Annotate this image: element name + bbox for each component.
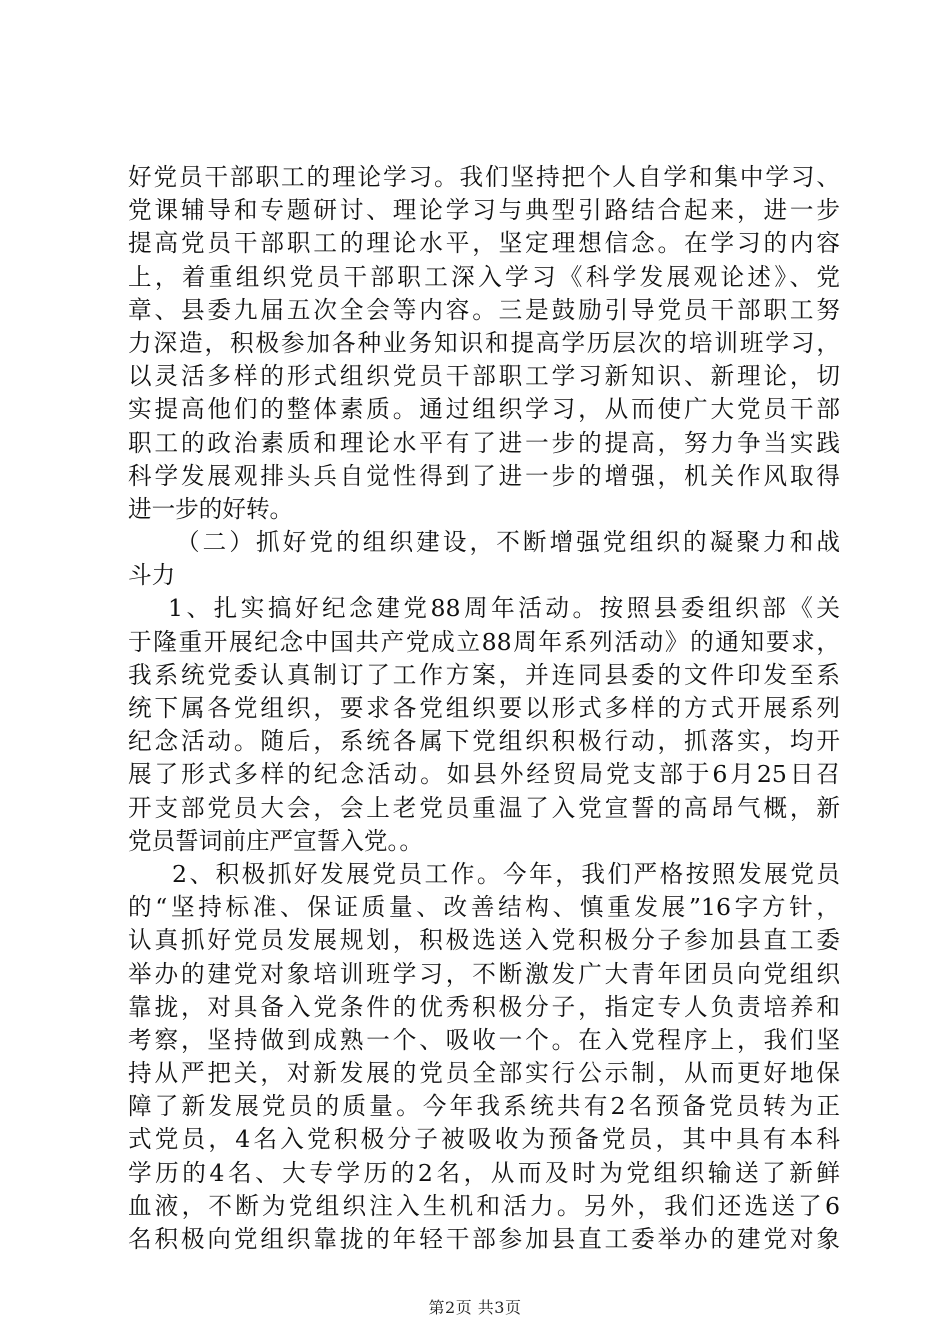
text-line: 纪念活动。随后，系统各属下党组织积极行动，抓落实，均开 bbox=[128, 727, 840, 756]
text-line: 持从严把关，对新发展的党员全部实行公示制，从而更好地保 bbox=[128, 1059, 840, 1088]
text-line: 实提高他们的整体素质。通过组织学习，从而使广大党员干部 bbox=[128, 395, 840, 424]
text-line: 职工的政治素质和理论水平有了进一步的提高，努力争当实践 bbox=[128, 428, 840, 457]
section-heading: （二）抓好党的组织建设，不断增强党组织的凝聚力和战 bbox=[176, 528, 840, 557]
text-line: 血液，不断为党组织注入生机和活力。另外，我们还选送了6 bbox=[128, 1191, 840, 1220]
text-line: 我系统党委认真制订了工作方案，并连同县委的文件印发至系 bbox=[128, 660, 840, 689]
text-line: 学历的4名、大专学历的2名，从而及时为党组织输送了新鲜 bbox=[128, 1158, 840, 1187]
text-line: 开支部党员大会，会上老党员重温了入党宣誓的高昂气概，新 bbox=[128, 793, 840, 822]
text-line: 展了形式多样的纪念活动。如县外经贸局党支部于6月25日召 bbox=[128, 760, 840, 789]
text-line: 2、积极抓好发展党员工作。今年，我们严格按照发展党员 bbox=[172, 859, 840, 888]
text-line: 于隆重开展纪念中国共产党成立88周年系列活动》的通知要求， bbox=[128, 627, 840, 656]
text-line: 1、扎实搞好纪念建党88周年活动。按照县委组织部《关 bbox=[168, 594, 840, 623]
text-line: 党课辅导和专题研讨、理论学习与典型引路结合起来，进一步 bbox=[128, 196, 840, 225]
text-line: 障了新发展党员的质量。今年我系统共有2名预备党员转为正 bbox=[128, 1092, 840, 1121]
text-line: 上，着重组织党员干部职工深入学习《科学发展观论述》、党 bbox=[128, 262, 840, 291]
text-line: 举办的建党对象培训班学习，不断激发广大青年团员向党组织 bbox=[128, 959, 840, 988]
text-line: 考察，坚持做到成熟一个、吸收一个。在入党程序上，我们坚 bbox=[128, 1025, 840, 1054]
text-line: 认真抓好党员发展规划，积极选送入党积极分子参加县直工委 bbox=[128, 926, 840, 955]
text-line: 名积极向党组织靠拢的年轻干部参加县直工委举办的建党对象 bbox=[128, 1225, 840, 1253]
text-line: 的“坚持标准、保证质量、改善结构、慎重发展”16字方针， bbox=[128, 893, 840, 922]
text-line: 以灵活多样的形式组织党员干部职工学习新知识、新理论，切 bbox=[128, 362, 840, 391]
section-heading: 斗力 bbox=[128, 561, 176, 590]
text-line: 力深造，积极参加各种业务知识和提高学历层次的培训班学习， bbox=[128, 328, 840, 357]
text-line: 式党员，4名入党积极分子被吸收为预备党员，其中具有本科 bbox=[128, 1125, 840, 1154]
text-line: 科学发展观排头兵自觉性得到了进一步的增强，机关作风取得 bbox=[128, 461, 840, 490]
body-text bbox=[128, 161, 840, 1256]
page-number-footer: 第2页 共3页 bbox=[428, 1298, 522, 1317]
text-line: 章、县委九届五次全会等内容。三是鼓励引导党员干部职工努 bbox=[128, 295, 840, 324]
text-line: 统下属各党组织，要求各党组织要以形式多样的方式开展系列 bbox=[128, 694, 840, 722]
text-line: 党员誓词前庄严宣誓入党。。 bbox=[128, 826, 423, 855]
text-line: 提高党员干部职工的理论水平，坚定理想信念。在学习的内容 bbox=[128, 229, 840, 258]
text-line: 好党员干部职工的理论学习。我们坚持把个人自学和集中学习、 bbox=[128, 163, 840, 191]
text-line: 进一步的好转。 bbox=[128, 494, 294, 523]
text-line: 靠拢，对具备入党条件的优秀积极分子，指定专人负责培养和 bbox=[128, 992, 840, 1021]
